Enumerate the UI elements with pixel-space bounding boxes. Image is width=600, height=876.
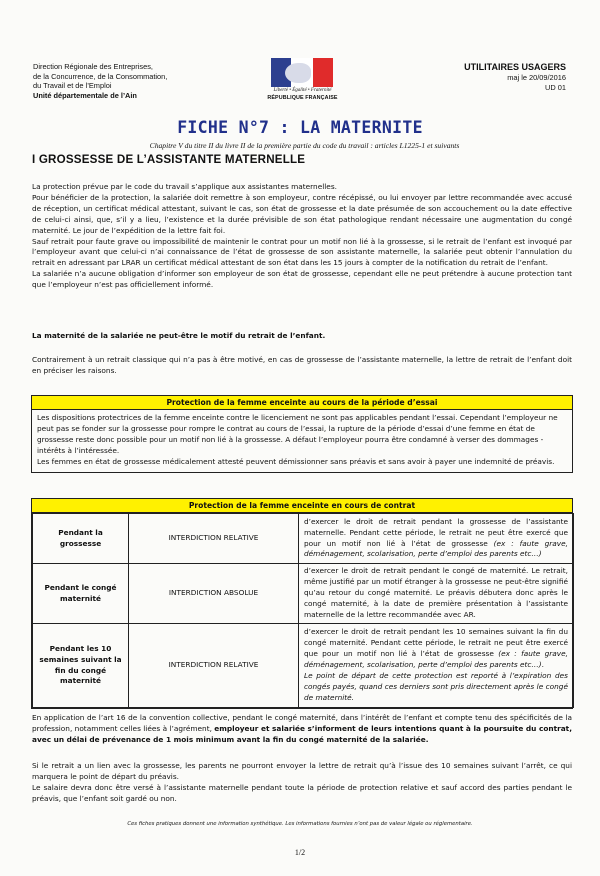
rule-text xyxy=(299,624,574,708)
logo-republic: RÉPUBLIQUE FRANÇAISE xyxy=(267,95,338,101)
paragraph-text: En application de l’art 16 de la convention collective, pendant le congé maternité, dans l’intérêt de l’enfant et compte tenu des spécificités de la profession, notamment celles liées à l’agrément, xyxy=(32,713,572,733)
doc-meta xyxy=(426,62,566,92)
paragraph: Le salaire devra donc être versé à l’assistante maternelle pendant toute la période de protection relative et sauf accord des parties pendant le préavis, que l’enfant soit gardé ou non. xyxy=(32,782,572,803)
trial-period-box xyxy=(31,395,573,473)
page-title: FICHE N°7 : LA MATERNITE xyxy=(177,118,423,137)
box-heading: Protection de la femme enceinte en cours de contrat xyxy=(32,499,572,513)
logo-motto: Liberté • Égalité • Fraternité xyxy=(273,88,332,93)
marianne-flag-icon xyxy=(271,58,333,87)
rule-text xyxy=(299,514,574,564)
box-heading: Protection de la femme enceinte au cours de la période d’essai xyxy=(32,396,572,410)
doc-category: UTILITAIRES USAGERS xyxy=(464,62,566,72)
paragraph: La protection prévue par le code du travail s’applique aux assistantes maternelles. xyxy=(32,182,337,191)
paragraph: Les femmes en état de grossesse médicalement attesté peuvent démissionner sans préavis et sans avoir à payer une indemnité de préavis. xyxy=(37,456,555,466)
issuer-line: Direction Régionale des Entreprises, xyxy=(33,62,153,71)
table-row xyxy=(33,514,574,564)
issuer-block xyxy=(33,62,233,100)
rule-text-main: d’exercer le droit de retrait pendant les 10 semaines suivant la fin du congé maternité. Pendant cette période, le retrait ne peut être exercé que pour un motif non lié à l’état de grossesse xyxy=(304,627,568,659)
convention-paragraph xyxy=(32,713,572,746)
doc-update-date: maj le 20/09/2016 xyxy=(507,73,566,82)
issuer-unit: Unité départementale de l’Ain xyxy=(33,90,137,100)
table-row xyxy=(33,624,574,708)
rule-text: d’exercer le droit de retrait pendant le congé de maternité. Le retrait, même justifié par un motif étranger à la grossesse ne peut-être signifié qu’au retour du congé maternité. Le préavis débutera donc après le congé maternité, à la date de première présentation à l’assistante maternelle de la lettre recommandée avec AR. xyxy=(299,564,574,624)
republique-logo xyxy=(265,58,340,106)
rule-example: (ex : faute grave, déménagement, scolarisation, perte d’emploi des parents etc…) xyxy=(304,649,568,670)
period-cell: Pendant la grossesse xyxy=(33,514,129,564)
interdiction-type: INTERDICTION RELATIVE xyxy=(129,514,299,564)
interdiction-type: INTERDICTION RELATIVE xyxy=(129,624,299,708)
paragraph: Les dispositions protectrices de la femme enceinte contre le licenciement ne sont pas applicables pendant l’essai. Cependant l’employeur ne peut pas se fonder sur la grossesse pour rompre le contrat au cours de l’essai, la rupture de la période d’essai d’une femme en état de grossesse reste donc possible pour un motif non lié à la grossesse. A défaut l’employeur pourra être condamné à verser des dommages -intérêts à l’intéressée. xyxy=(37,413,558,455)
paragraph: Contrairement à un retrait classique qui n’a pas à être motivé, en cas de grossesse de l’assistante maternelle, la lettre de retrait de l’enfant doit en préciser les raisons. xyxy=(32,355,572,375)
paragraph: Sauf retrait pour faute grave ou impossibilité de maintenir le contrat pour un motif non lié à la grossesse, si le retrait de l’enfant est invoqué par l’employeur avant que celui-ci n’ai connaissance de l’état de grossesse de son assistante maternelle, la salariée peut obtenir l’annulation du retrait en adressant par LRAR un certificat médical attestant de son état dans les 15 jours à compter de la notification du retrait de l’enfant. xyxy=(32,236,572,268)
issuer-line: de la Concurrence, de la Consommation, xyxy=(33,71,168,81)
paragraph: Si le retrait a un lien avec la grossesse, les parents ne pourront envoyer la lettre de retrait qu’à l’issue des 10 semaines suivant l’arrêt, ce qui marquera le point de départ du préavis. xyxy=(32,761,572,781)
table-row xyxy=(33,564,574,624)
intro-text xyxy=(32,182,572,291)
section-heading: I GROSSESSE DE L’ASSISTANTE MATERNELLE xyxy=(32,153,306,166)
page-number: 1/2 xyxy=(294,848,306,857)
rule-text-end: . xyxy=(541,660,544,670)
interdiction-type: INTERDICTION ABSOLUE xyxy=(129,564,299,624)
protection-table xyxy=(32,513,574,708)
period-cell: Pendant le congé maternité xyxy=(33,564,129,624)
paragraph: La salariée n’a aucune obligation d’informer son employeur de son état de grossesse, cependant elle ne peut prétendre à aucune protection tant que l’employeur n’est pas officiellement informé. xyxy=(32,269,572,290)
issuer-line: du Travail et de l’Emploi xyxy=(33,81,112,91)
rule-text-main: d’exercer le droit de retrait pendant la grossesse de l’assistante maternelle. Pendant cette période, le retrait ne peut être exercé que pour un motif non lié à l’état de grossesse xyxy=(304,516,568,548)
contract-period-box xyxy=(31,498,573,709)
closing-text xyxy=(32,761,572,805)
paragraph: Pour bénéficier de la protection, la salariée doit remettre à son employeur, contre récépissé, ou lui envoyer par lettre recommandée avec accusé de réception, un certificat médical attestant, suivant le cas, son état de grossesse et la date présumée de son accouchement ou la date effective de celui-ci ainsi, que, s’il y a lieu, l’existence et la durée prévisible de son état pathologique rendant nécessaire une augmentation du congé maternité. Le jour de l’expédition de la lettre fait foi. xyxy=(32,192,572,235)
rule-note: Le point de départ de cette protection est reporté à l’expiration des congés payés, quand ces derniers sont pris directement après le congé de maternité. xyxy=(304,670,568,702)
page-subtitle: Chapitre V du titre II du livre II de la première partie du code du travail : articles L1225-1 et suivants xyxy=(149,141,460,150)
paragraph-bold: employeur et salariée s’informent de leurs intentions quant à la poursuite du contrat, avec un délai de prévenance de 1 mois minimum avant la fin du congé maternité de la salariée. xyxy=(32,723,572,744)
period-cell: Pendant les 10 semaines suivant la fin du congé maternité xyxy=(33,624,129,708)
bold-statement: La maternité de la salariée ne peut-être le motif du retrait de l’enfant. xyxy=(32,331,326,340)
doc-code: UD 01 xyxy=(545,82,566,92)
disclaimer-note: Ces fiches pratiques donnent une information synthétique. Les informations fournies n’ont pas de valeur légale ou réglementaire. xyxy=(127,821,473,827)
rule-example: (ex : faute grave, déménagement, scolarisation, perte d’emploi des parents etc…) xyxy=(304,538,568,559)
